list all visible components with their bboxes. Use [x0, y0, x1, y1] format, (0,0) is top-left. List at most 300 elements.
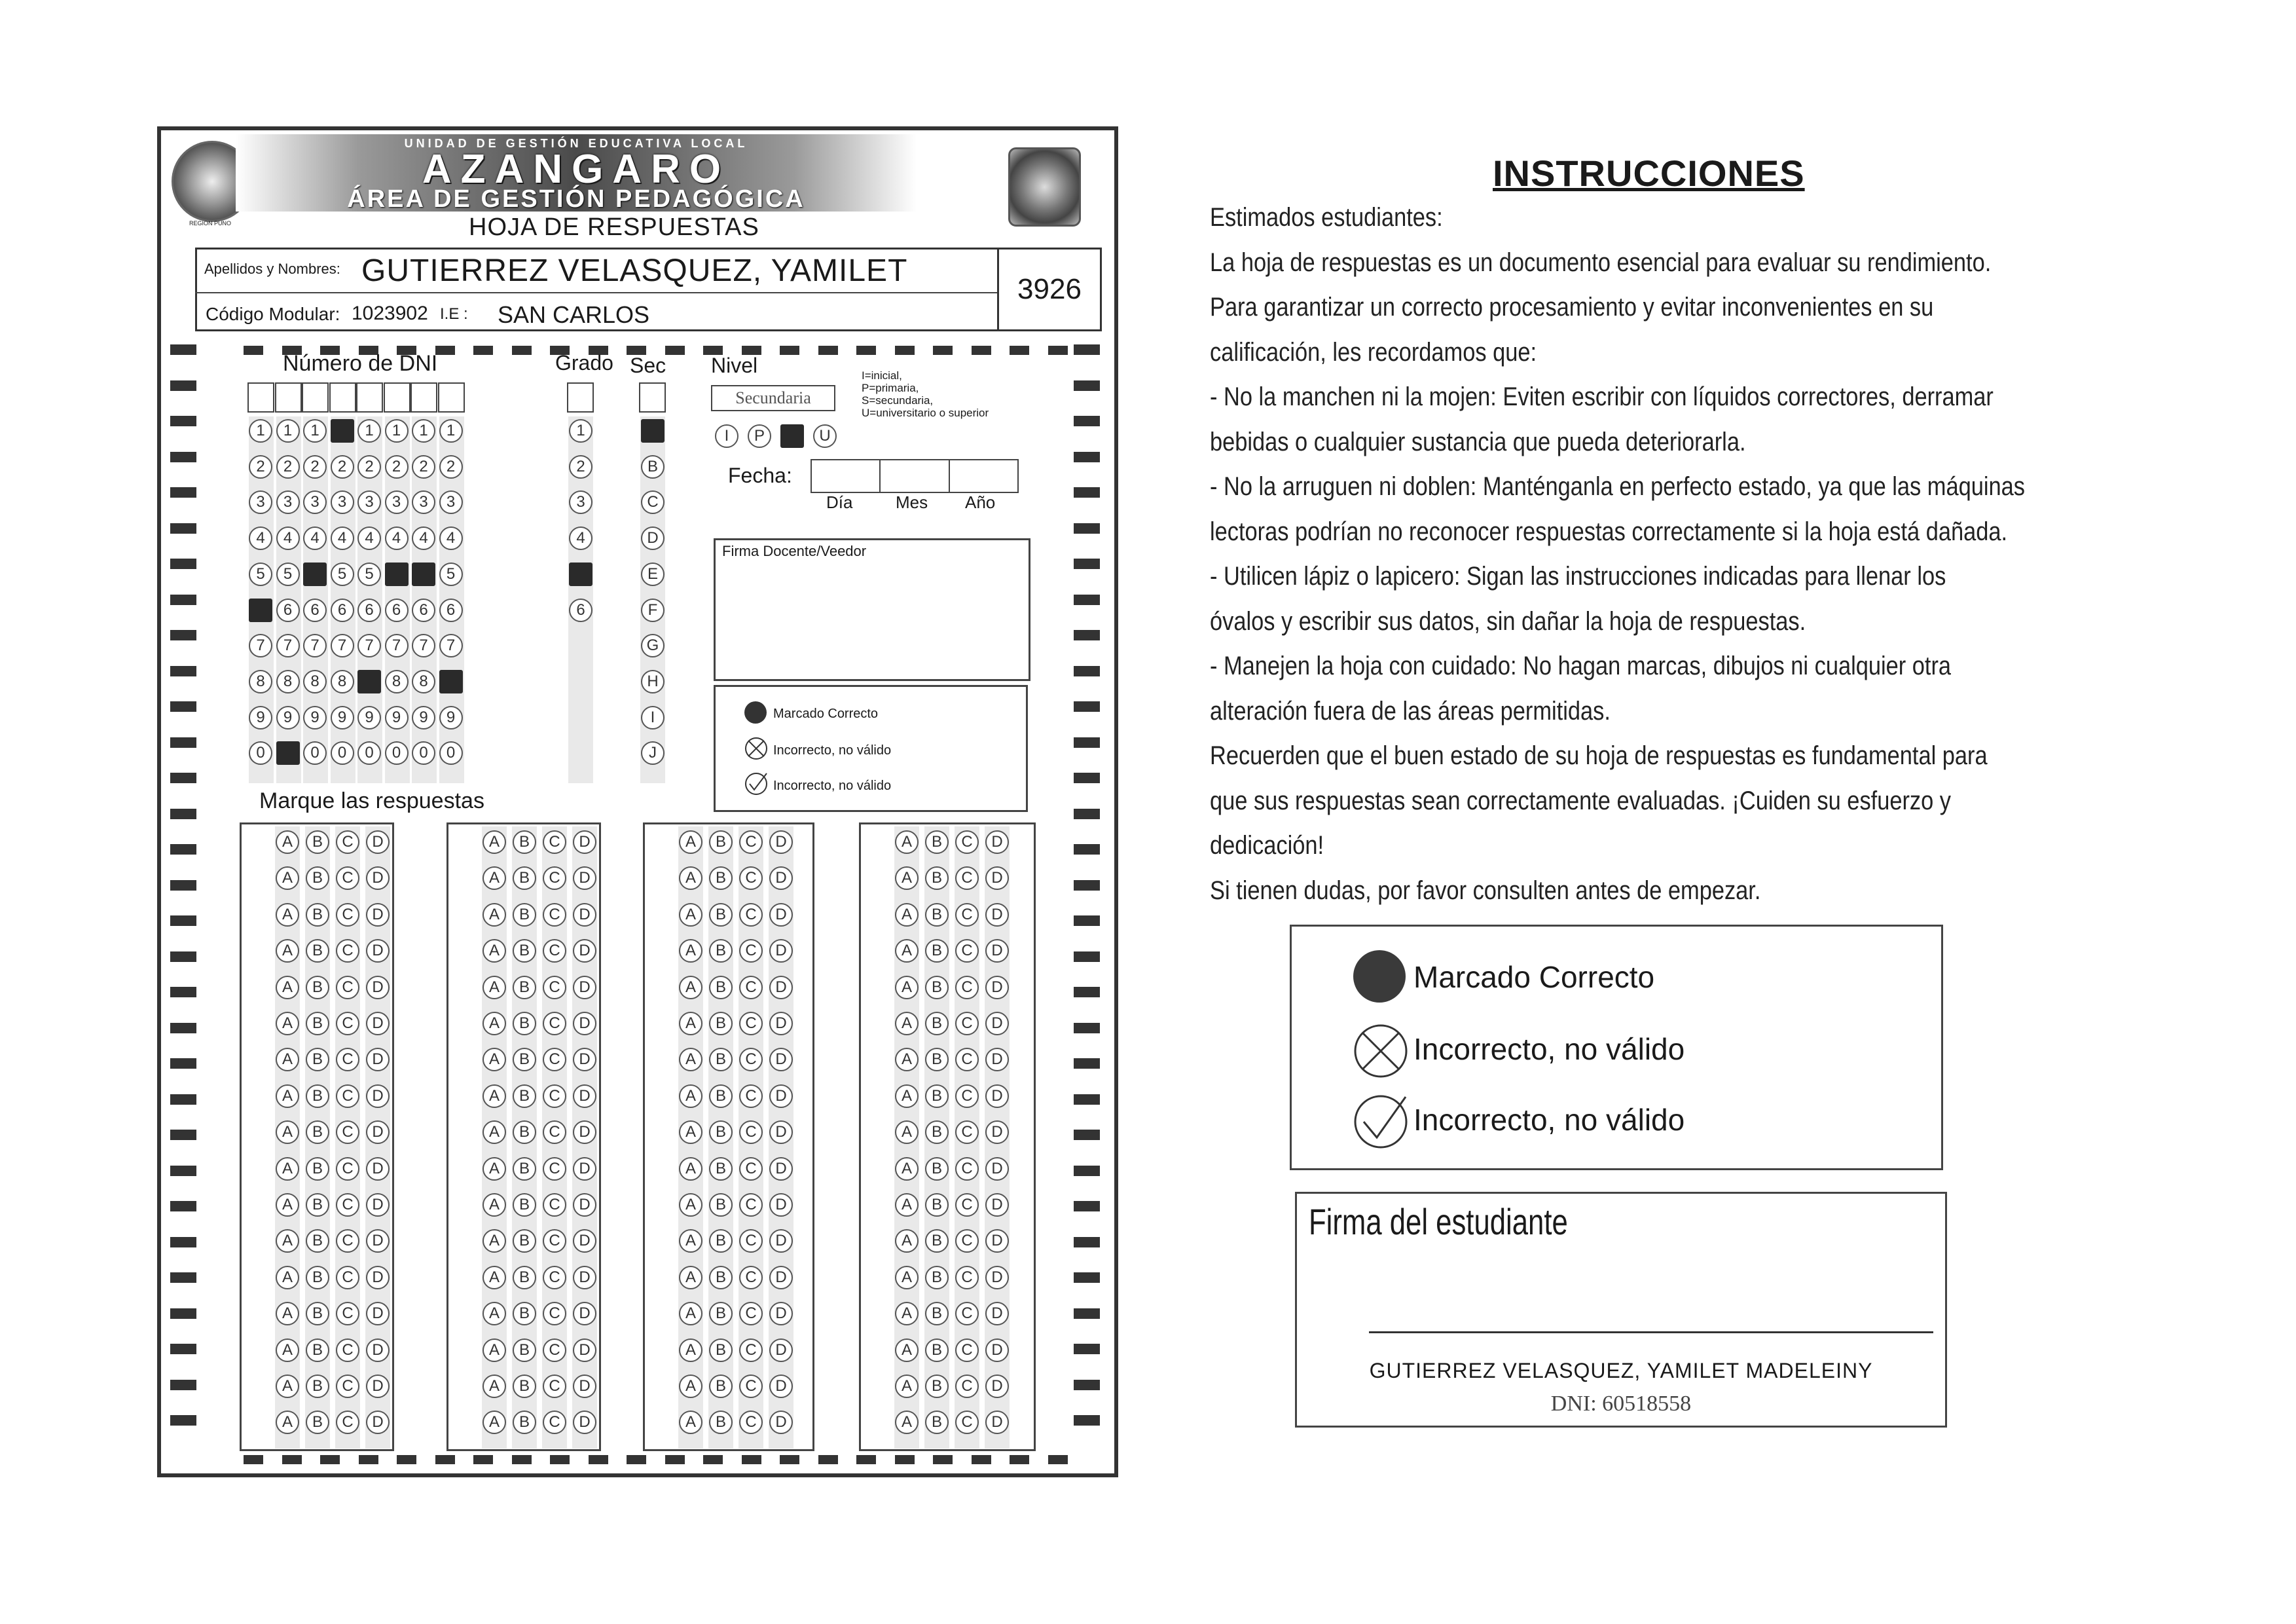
answer-bubble[interactable]: D	[366, 866, 390, 890]
answer-bubble[interactable]: C	[336, 1084, 359, 1108]
answer-bubble[interactable]: A	[679, 830, 702, 854]
answer-bubble[interactable]: C	[336, 1302, 359, 1325]
answer-bubble[interactable]: C	[543, 1338, 566, 1362]
dni-bubble[interactable]: 7	[412, 634, 435, 657]
answer-bubble[interactable]: B	[925, 1120, 949, 1144]
answer-bubble[interactable]: A	[679, 1193, 702, 1217]
dni-bubble[interactable]: 0	[331, 741, 354, 765]
answer-bubble[interactable]: D	[769, 1157, 793, 1181]
answer-bubble[interactable]: B	[306, 1338, 329, 1362]
answer-bubble[interactable]: C	[336, 1375, 359, 1398]
answer-bubble[interactable]: C	[543, 976, 566, 999]
answer-bubble[interactable]: A	[276, 1048, 299, 1071]
answer-bubble[interactable]: D	[573, 1266, 596, 1289]
sec-bubble[interactable]	[641, 419, 665, 443]
answer-bubble[interactable]: B	[306, 1375, 329, 1398]
answer-bubble[interactable]: B	[306, 1120, 329, 1144]
answer-bubble[interactable]: B	[925, 976, 949, 999]
answer-bubble[interactable]: C	[336, 1229, 359, 1253]
dni-bubble[interactable]: 7	[276, 634, 300, 657]
dni-bubble[interactable]: 5	[439, 563, 463, 586]
answer-bubble[interactable]: B	[925, 1375, 949, 1398]
dni-bubble[interactable]: 7	[357, 634, 381, 657]
dni-bubble[interactable]: 2	[276, 455, 300, 479]
dni-bubble[interactable]: 2	[385, 455, 409, 479]
answer-bubble[interactable]: B	[925, 1302, 949, 1325]
answer-bubble[interactable]: C	[955, 1012, 979, 1035]
answer-bubble[interactable]: B	[925, 1193, 949, 1217]
answer-bubble[interactable]: B	[513, 976, 536, 999]
answer-bubble[interactable]: D	[769, 903, 793, 927]
answer-bubble[interactable]: A	[276, 1157, 299, 1181]
answer-bubble[interactable]: C	[543, 1193, 566, 1217]
answer-bubble[interactable]: C	[543, 1266, 566, 1289]
dni-bubble[interactable]: 8	[276, 670, 300, 693]
answer-bubble[interactable]: A	[895, 1229, 919, 1253]
answer-bubble[interactable]: B	[709, 1266, 733, 1289]
answer-bubble[interactable]: B	[306, 903, 329, 927]
answer-bubble[interactable]: C	[739, 1048, 763, 1071]
answer-bubble[interactable]: A	[483, 1048, 506, 1071]
dni-bubble[interactable]: 1	[385, 419, 409, 443]
grado-bubble[interactable]: 3	[569, 490, 592, 514]
answer-bubble[interactable]: C	[955, 830, 979, 854]
answer-bubble[interactable]: C	[955, 1266, 979, 1289]
answer-bubble[interactable]: D	[769, 1302, 793, 1325]
answer-bubble[interactable]: C	[336, 1266, 359, 1289]
answer-bubble[interactable]: A	[276, 1012, 299, 1035]
answer-bubble[interactable]: A	[679, 1157, 702, 1181]
answer-bubble[interactable]: D	[985, 1338, 1009, 1362]
answer-bubble[interactable]: C	[739, 1012, 763, 1035]
dni-bubble[interactable]: 1	[303, 419, 327, 443]
answer-bubble[interactable]: C	[739, 939, 763, 963]
dni-bubble[interactable]	[303, 563, 327, 586]
answer-bubble[interactable]: A	[679, 866, 702, 890]
answer-bubble[interactable]: A	[483, 830, 506, 854]
answer-bubble[interactable]: D	[985, 1375, 1009, 1398]
dni-bubble[interactable]: 2	[249, 455, 272, 479]
answer-bubble[interactable]: A	[276, 1338, 299, 1362]
dni-bubble[interactable]: 3	[412, 490, 435, 514]
answer-bubble[interactable]: D	[573, 976, 596, 999]
answer-bubble[interactable]: A	[483, 866, 506, 890]
answer-bubble[interactable]: A	[276, 903, 299, 927]
dni-bubble[interactable]	[412, 563, 435, 586]
answer-bubble[interactable]: D	[573, 1302, 596, 1325]
answer-bubble[interactable]: C	[543, 1229, 566, 1253]
answer-bubble[interactable]: D	[366, 1084, 390, 1108]
answer-bubble[interactable]: D	[769, 1411, 793, 1434]
dni-bubble[interactable]: 6	[331, 599, 354, 622]
answer-bubble[interactable]: C	[336, 1193, 359, 1217]
answer-bubble[interactable]: D	[985, 1012, 1009, 1035]
dni-bubble[interactable]: 8	[412, 670, 435, 693]
answer-bubble[interactable]: B	[709, 1084, 733, 1108]
dni-bubble[interactable]: 3	[249, 490, 272, 514]
answer-bubble[interactable]: C	[336, 1120, 359, 1144]
answer-bubble[interactable]: C	[955, 1120, 979, 1144]
dni-bubble[interactable]	[439, 670, 463, 693]
dni-bubble[interactable]: 1	[412, 419, 435, 443]
answer-bubble[interactable]: C	[543, 830, 566, 854]
answer-bubble[interactable]: C	[543, 1157, 566, 1181]
answer-bubble[interactable]: A	[276, 1266, 299, 1289]
answer-bubble[interactable]: A	[276, 939, 299, 963]
answer-bubble[interactable]: D	[366, 939, 390, 963]
answer-bubble[interactable]: D	[769, 976, 793, 999]
dni-bubble[interactable]: 7	[439, 634, 463, 657]
answer-bubble[interactable]: A	[483, 1193, 506, 1217]
answer-bubble[interactable]: C	[336, 976, 359, 999]
answer-bubble[interactable]: B	[925, 1411, 949, 1434]
answer-bubble[interactable]: B	[306, 1229, 329, 1253]
answer-bubble[interactable]: B	[513, 1302, 536, 1325]
answer-bubble[interactable]: A	[679, 1229, 702, 1253]
answer-bubble[interactable]: A	[276, 976, 299, 999]
answer-bubble[interactable]: A	[483, 1229, 506, 1253]
answer-bubble[interactable]: D	[769, 1229, 793, 1253]
grado-bubble[interactable]	[569, 563, 592, 586]
dni-bubble[interactable]: 2	[331, 455, 354, 479]
dni-bubble[interactable]: 5	[357, 563, 381, 586]
answer-bubble[interactable]: D	[985, 830, 1009, 854]
answer-bubble[interactable]: B	[513, 1375, 536, 1398]
answer-bubble[interactable]: C	[543, 1411, 566, 1434]
answer-bubble[interactable]: C	[955, 1338, 979, 1362]
answer-bubble[interactable]: D	[366, 1229, 390, 1253]
answer-bubble[interactable]: B	[513, 1157, 536, 1181]
answer-bubble[interactable]: A	[679, 939, 702, 963]
answer-bubble[interactable]: B	[709, 1193, 733, 1217]
answer-bubble[interactable]: A	[895, 1302, 919, 1325]
answer-bubble[interactable]: B	[925, 1229, 949, 1253]
answer-bubble[interactable]: C	[739, 866, 763, 890]
answer-bubble[interactable]: D	[769, 939, 793, 963]
dni-bubble[interactable]: 1	[276, 419, 300, 443]
answer-bubble[interactable]: D	[366, 1266, 390, 1289]
grado-bubble[interactable]: 1	[569, 419, 592, 443]
answer-bubble[interactable]: D	[573, 903, 596, 927]
dni-bubble[interactable]: 7	[331, 634, 354, 657]
answer-bubble[interactable]: C	[543, 939, 566, 963]
sec-bubble[interactable]: H	[641, 670, 665, 693]
answer-bubble[interactable]: B	[709, 1048, 733, 1071]
answer-bubble[interactable]: C	[336, 1048, 359, 1071]
sec-bubble[interactable]: B	[641, 455, 665, 479]
answer-bubble[interactable]: C	[336, 1411, 359, 1434]
nivel-bubble[interactable]: P	[748, 424, 771, 448]
dni-bubble[interactable]: 4	[385, 526, 409, 550]
answer-bubble[interactable]: A	[483, 1266, 506, 1289]
answer-bubble[interactable]: B	[306, 939, 329, 963]
answer-bubble[interactable]: C	[955, 1084, 979, 1108]
answer-bubble[interactable]: B	[709, 1338, 733, 1362]
answer-bubble[interactable]: A	[895, 1375, 919, 1398]
answer-bubble[interactable]: B	[306, 866, 329, 890]
answer-bubble[interactable]: B	[513, 1266, 536, 1289]
answer-bubble[interactable]: C	[543, 903, 566, 927]
sec-bubble[interactable]: J	[641, 741, 665, 765]
answer-bubble[interactable]: C	[739, 1193, 763, 1217]
dni-bubble[interactable]: 6	[357, 599, 381, 622]
answer-bubble[interactable]: B	[306, 976, 329, 999]
answer-bubble[interactable]: D	[366, 1302, 390, 1325]
sec-bubble[interactable]: C	[641, 490, 665, 514]
answer-bubble[interactable]: B	[513, 1338, 536, 1362]
answer-bubble[interactable]: D	[573, 830, 596, 854]
answer-bubble[interactable]: D	[985, 1411, 1009, 1434]
answer-bubble[interactable]: D	[573, 1048, 596, 1071]
answer-bubble[interactable]: C	[739, 903, 763, 927]
answer-bubble[interactable]: C	[739, 1338, 763, 1362]
answer-bubble[interactable]: A	[895, 1338, 919, 1362]
answer-bubble[interactable]: B	[709, 1120, 733, 1144]
answer-bubble[interactable]: C	[955, 1229, 979, 1253]
dni-bubble[interactable]: 9	[439, 706, 463, 729]
student-signature-box[interactable]	[1295, 1192, 1947, 1428]
answer-bubble[interactable]: C	[955, 903, 979, 927]
answer-bubble[interactable]: C	[739, 1084, 763, 1108]
dni-bubble[interactable]: 8	[303, 670, 327, 693]
answer-bubble[interactable]: A	[483, 1012, 506, 1035]
answer-bubble[interactable]: B	[513, 903, 536, 927]
answer-bubble[interactable]: A	[895, 1048, 919, 1071]
answer-bubble[interactable]: B	[709, 1302, 733, 1325]
answer-bubble[interactable]: C	[543, 1375, 566, 1398]
dni-bubble[interactable]: 5	[249, 563, 272, 586]
answer-bubble[interactable]: A	[679, 903, 702, 927]
nivel-bubble[interactable]: U	[813, 424, 837, 448]
answer-bubble[interactable]: C	[543, 1120, 566, 1144]
answer-bubble[interactable]: B	[306, 1302, 329, 1325]
answer-bubble[interactable]: B	[709, 939, 733, 963]
answer-bubble[interactable]: D	[366, 1193, 390, 1217]
answer-bubble[interactable]: A	[483, 1375, 506, 1398]
dni-bubble[interactable]: 3	[303, 490, 327, 514]
dni-bubble[interactable]: 0	[303, 741, 327, 765]
answer-bubble[interactable]: B	[306, 1157, 329, 1181]
answer-bubble[interactable]: B	[513, 866, 536, 890]
answer-bubble[interactable]: D	[985, 1193, 1009, 1217]
answer-bubble[interactable]: C	[955, 1302, 979, 1325]
dni-bubble[interactable]: 6	[439, 599, 463, 622]
answer-bubble[interactable]: C	[739, 1157, 763, 1181]
dni-bubble[interactable]: 0	[412, 741, 435, 765]
answer-bubble[interactable]: A	[895, 1084, 919, 1108]
answer-bubble[interactable]: A	[895, 1157, 919, 1181]
dni-bubble[interactable]: 9	[385, 706, 409, 729]
answer-bubble[interactable]: D	[985, 1084, 1009, 1108]
answer-bubble[interactable]: D	[769, 1012, 793, 1035]
answer-bubble[interactable]: A	[895, 1411, 919, 1434]
answer-bubble[interactable]: A	[483, 939, 506, 963]
answer-bubble[interactable]: B	[306, 1012, 329, 1035]
dni-bubble[interactable]: 0	[439, 741, 463, 765]
answer-bubble[interactable]: C	[955, 1048, 979, 1071]
answer-bubble[interactable]: B	[709, 1157, 733, 1181]
answer-bubble[interactable]: B	[306, 1266, 329, 1289]
answer-bubble[interactable]: C	[955, 1411, 979, 1434]
answer-bubble[interactable]: A	[276, 1411, 299, 1434]
answer-bubble[interactable]: D	[985, 1229, 1009, 1253]
answer-bubble[interactable]: B	[925, 1157, 949, 1181]
answer-bubble[interactable]: A	[483, 1157, 506, 1181]
dni-bubble[interactable]	[331, 419, 354, 443]
answer-bubble[interactable]: A	[895, 976, 919, 999]
dni-bubble[interactable]: 2	[357, 455, 381, 479]
dni-bubble[interactable]: 0	[249, 741, 272, 765]
firma-docente-box[interactable]	[714, 538, 1030, 681]
answer-bubble[interactable]: C	[739, 1120, 763, 1144]
answer-bubble[interactable]: D	[769, 1375, 793, 1398]
dni-bubble[interactable]: 3	[439, 490, 463, 514]
dni-bubble[interactable]: 5	[331, 563, 354, 586]
answer-bubble[interactable]: A	[679, 1120, 702, 1144]
answer-bubble[interactable]: A	[679, 1375, 702, 1398]
answer-bubble[interactable]: C	[955, 1157, 979, 1181]
answer-bubble[interactable]: D	[366, 1375, 390, 1398]
dni-bubble[interactable]: 6	[412, 599, 435, 622]
answer-bubble[interactable]: B	[513, 1084, 536, 1108]
answer-bubble[interactable]: D	[573, 866, 596, 890]
answer-bubble[interactable]: A	[895, 866, 919, 890]
answer-bubble[interactable]: B	[513, 1229, 536, 1253]
answer-bubble[interactable]: B	[513, 830, 536, 854]
answer-bubble[interactable]: A	[483, 976, 506, 999]
answer-bubble[interactable]: C	[336, 1012, 359, 1035]
dni-bubble[interactable]	[249, 599, 272, 622]
answer-bubble[interactable]: B	[513, 1411, 536, 1434]
dni-bubble[interactable]	[357, 670, 381, 693]
answer-bubble[interactable]: B	[709, 830, 733, 854]
answer-bubble[interactable]: A	[679, 1266, 702, 1289]
answer-bubble[interactable]: D	[573, 1338, 596, 1362]
answer-bubble[interactable]: D	[769, 866, 793, 890]
answer-bubble[interactable]: B	[709, 1012, 733, 1035]
answer-bubble[interactable]: C	[543, 1302, 566, 1325]
nivel-bubble[interactable]: I	[715, 424, 738, 448]
answer-bubble[interactable]: C	[739, 976, 763, 999]
dni-bubble[interactable]: 4	[276, 526, 300, 550]
answer-bubble[interactable]: B	[306, 1048, 329, 1071]
answer-bubble[interactable]: D	[573, 1229, 596, 1253]
answer-bubble[interactable]: A	[483, 1411, 506, 1434]
answer-bubble[interactable]: D	[769, 830, 793, 854]
answer-bubble[interactable]: A	[276, 1084, 299, 1108]
answer-bubble[interactable]: B	[925, 1012, 949, 1035]
dni-bubble[interactable]: 7	[249, 634, 272, 657]
answer-bubble[interactable]: B	[925, 1338, 949, 1362]
answer-bubble[interactable]: A	[276, 1375, 299, 1398]
answer-bubble[interactable]: A	[276, 1229, 299, 1253]
dni-bubble[interactable]: 8	[385, 670, 409, 693]
answer-bubble[interactable]: D	[985, 1120, 1009, 1144]
answer-bubble[interactable]: D	[985, 976, 1009, 999]
answer-bubble[interactable]: B	[925, 939, 949, 963]
dni-bubble[interactable]: 1	[249, 419, 272, 443]
dni-bubble[interactable]: 6	[276, 599, 300, 622]
answer-bubble[interactable]: C	[955, 939, 979, 963]
answer-bubble[interactable]: A	[679, 1012, 702, 1035]
answer-bubble[interactable]: D	[573, 1411, 596, 1434]
sec-bubble[interactable]: E	[641, 563, 665, 586]
dni-bubble[interactable]: 3	[385, 490, 409, 514]
answer-bubble[interactable]: C	[336, 830, 359, 854]
answer-bubble[interactable]: D	[573, 939, 596, 963]
sec-bubble[interactable]: D	[641, 526, 665, 550]
answer-bubble[interactable]: B	[709, 1229, 733, 1253]
sec-bubble[interactable]: G	[641, 634, 665, 657]
answer-bubble[interactable]: B	[925, 1266, 949, 1289]
dni-bubble[interactable]: 1	[357, 419, 381, 443]
dni-bubble[interactable]: 4	[303, 526, 327, 550]
answer-bubble[interactable]: D	[573, 1193, 596, 1217]
grado-bubble[interactable]: 2	[569, 455, 592, 479]
answer-bubble[interactable]: A	[679, 1338, 702, 1362]
answer-bubble[interactable]: D	[366, 1012, 390, 1035]
answer-bubble[interactable]: C	[336, 939, 359, 963]
grado-bubble[interactable]: 6	[569, 599, 592, 622]
dni-bubble[interactable]: 9	[276, 706, 300, 729]
answer-bubble[interactable]: A	[895, 903, 919, 927]
answer-bubble[interactable]: D	[769, 1048, 793, 1071]
answer-bubble[interactable]: C	[336, 1338, 359, 1362]
answer-bubble[interactable]: D	[769, 1193, 793, 1217]
answer-bubble[interactable]: C	[739, 1411, 763, 1434]
dni-bubble[interactable]: 4	[249, 526, 272, 550]
answer-bubble[interactable]: A	[483, 903, 506, 927]
sec-bubble[interactable]: I	[641, 706, 665, 729]
fecha-box[interactable]	[811, 459, 1019, 493]
answer-bubble[interactable]: A	[276, 1193, 299, 1217]
answer-bubble[interactable]: C	[543, 866, 566, 890]
answer-bubble[interactable]: B	[513, 1048, 536, 1071]
dni-bubble[interactable]: 6	[303, 599, 327, 622]
answer-bubble[interactable]: D	[769, 1338, 793, 1362]
answer-bubble[interactable]: B	[513, 939, 536, 963]
nivel-bubble[interactable]	[780, 424, 804, 448]
sec-bubble[interactable]: F	[641, 599, 665, 622]
dni-bubble[interactable]: 5	[276, 563, 300, 586]
answer-bubble[interactable]: C	[336, 866, 359, 890]
answer-bubble[interactable]: B	[306, 1084, 329, 1108]
dni-bubble[interactable]: 0	[357, 741, 381, 765]
dni-bubble[interactable]: 8	[331, 670, 354, 693]
answer-bubble[interactable]: B	[513, 1120, 536, 1144]
dni-bubble[interactable]: 4	[439, 526, 463, 550]
answer-bubble[interactable]: D	[366, 976, 390, 999]
answer-bubble[interactable]: D	[573, 1157, 596, 1181]
answer-bubble[interactable]: C	[955, 976, 979, 999]
answer-bubble[interactable]: D	[366, 903, 390, 927]
dni-bubble[interactable]	[385, 563, 409, 586]
answer-bubble[interactable]: C	[739, 1266, 763, 1289]
answer-bubble[interactable]: A	[483, 1302, 506, 1325]
answer-bubble[interactable]: C	[955, 1193, 979, 1217]
answer-bubble[interactable]: A	[895, 1120, 919, 1144]
answer-bubble[interactable]: B	[306, 1193, 329, 1217]
answer-bubble[interactable]: D	[985, 1302, 1009, 1325]
grado-bubble[interactable]: 4	[569, 526, 592, 550]
answer-bubble[interactable]: B	[925, 1048, 949, 1071]
answer-bubble[interactable]: C	[543, 1012, 566, 1035]
answer-bubble[interactable]: B	[306, 830, 329, 854]
answer-bubble[interactable]: D	[985, 1266, 1009, 1289]
answer-bubble[interactable]: A	[276, 866, 299, 890]
dni-bubble[interactable]: 3	[357, 490, 381, 514]
answer-bubble[interactable]: A	[276, 830, 299, 854]
